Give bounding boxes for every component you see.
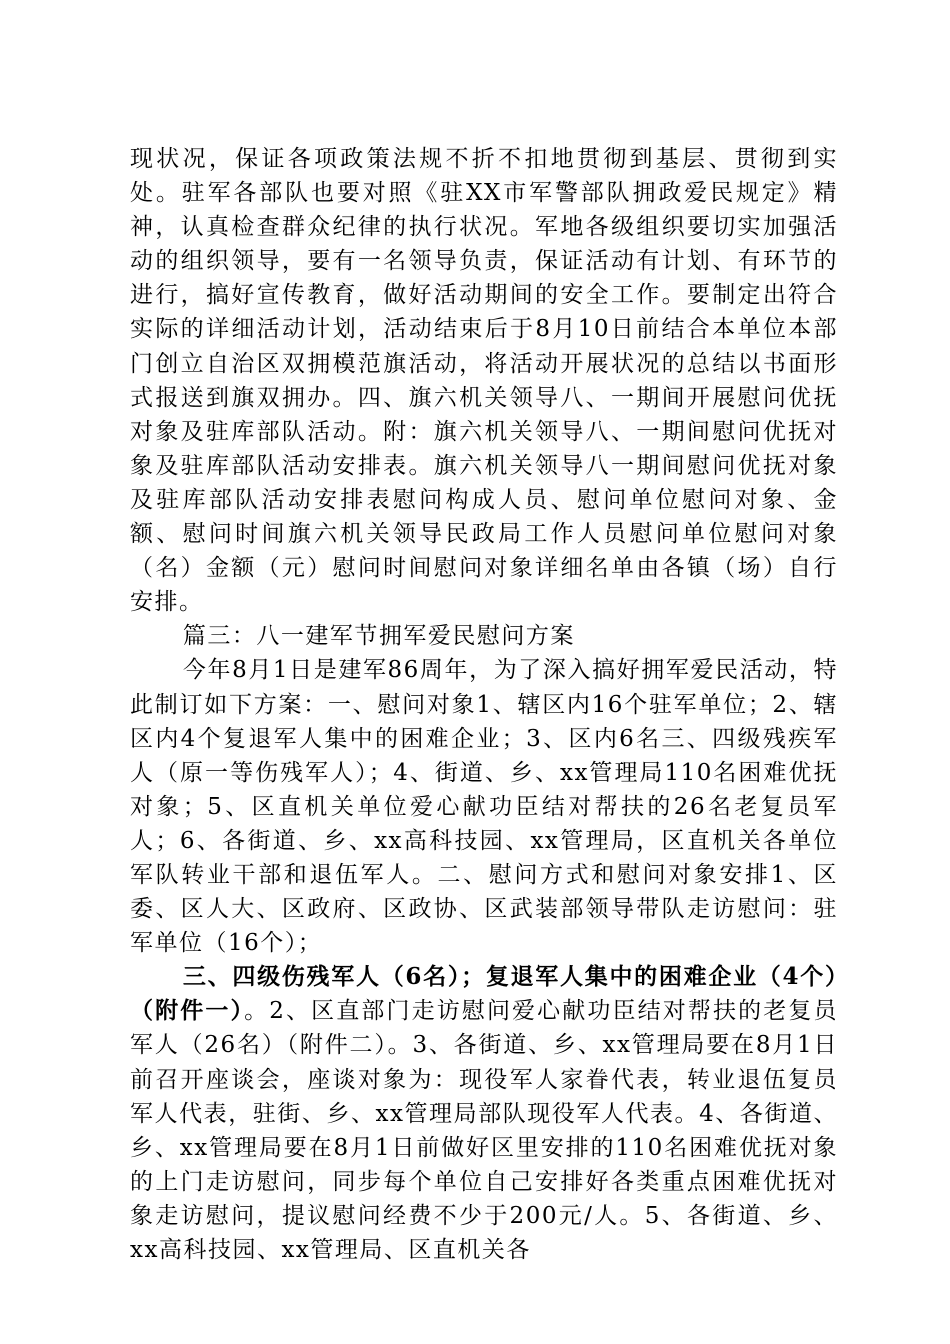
bold-text: 三、四级伤残军人（6名）；复退军人集中的困难企业（4个）（附件一）: [130, 963, 838, 1025]
normal-text: 。2、区直部门走访慰问爱心献功臣结对帮扶的老复员军人（26名）（附件二）。3、各街道、乡、xx管理局要在8月1日前召开座谈会，座谈对象为：现役军人家眷代表，转业退伍复员军人代表，驻街、乡、xx管理局部队现役军人代表。4、各街道、乡、xx管理局要在8月1日前做好区里安排的110名困难优抚对象的上门走访慰问，同步每个单位自己安排好各类重点困难优抚对象走访慰问，提议慰问经费不少于200元/人。5、各街道、乡、xx高科技园、xx管理局、区直机关各: [130, 998, 839, 1263]
body-paragraph: 现状况，保证各项政策法规不折不扣地贯彻到基层、贯彻到实处。驻军各部队也要对照《驻XX市军警部队拥政爱民规定》精神，认真检查群众纪律的执行状况。军地各级组织要切实加强活动的组织领导，要有一名领导负责，保证活动有计划、有环节的进行，搞好宣传教育，做好活动期间的安全工作。要制定出符合实际的详细活动计划，活动结束后于8月10日前结合本单位本部门创立自治区双拥模范旗活动，将活动开展状况的总结以书面形式报送到旗双拥办。四、旗六机关领导八、一期间开展慰问优抚对象及驻库部队活动。附：旗六机关领导八、一期间慰问优抚对象及驻库部队活动安排表。旗六机关领导八一期间慰问优抚对象及驻库部队活动安排表慰问构成人员、慰问单位慰问对象、金额、慰问时间旗六机关领导民政局工作人员慰问单位慰问对象（名）金额（元）慰问时间慰问对象详细名单由各镇（场）自行安排。: [130, 146, 838, 616]
body-paragraph-mixed: [130, 960, 838, 1267]
section-heading: 篇三：八一建军节拥军爱民慰问方案: [182, 623, 575, 650]
body-paragraph: 今年8月1日是建军86周年，为了深入搞好拥军爱民活动，特此制订如下方案：一、慰问对象1、辖区内16个驻军单位；2、辖区内4个复退军人集中的困难企业；3、区内6名三、四级残疾军人（原一等伤残军人）；4、街道、乡、xx管理局110名困难优抚对象；5、区直机关单位爱心献功臣结对帮扶的26名老复员军人；6、各街道、乡、xx高科技园、xx管理局，区直机关各单位军队转业干部和退伍军人。二、慰问方式和慰问对象安排1、区委、区人大、区政府、区政协、区武装部领导带队走访慰问：驻军单位（16个）；: [130, 657, 838, 957]
document-page: [130, 142, 838, 1267]
